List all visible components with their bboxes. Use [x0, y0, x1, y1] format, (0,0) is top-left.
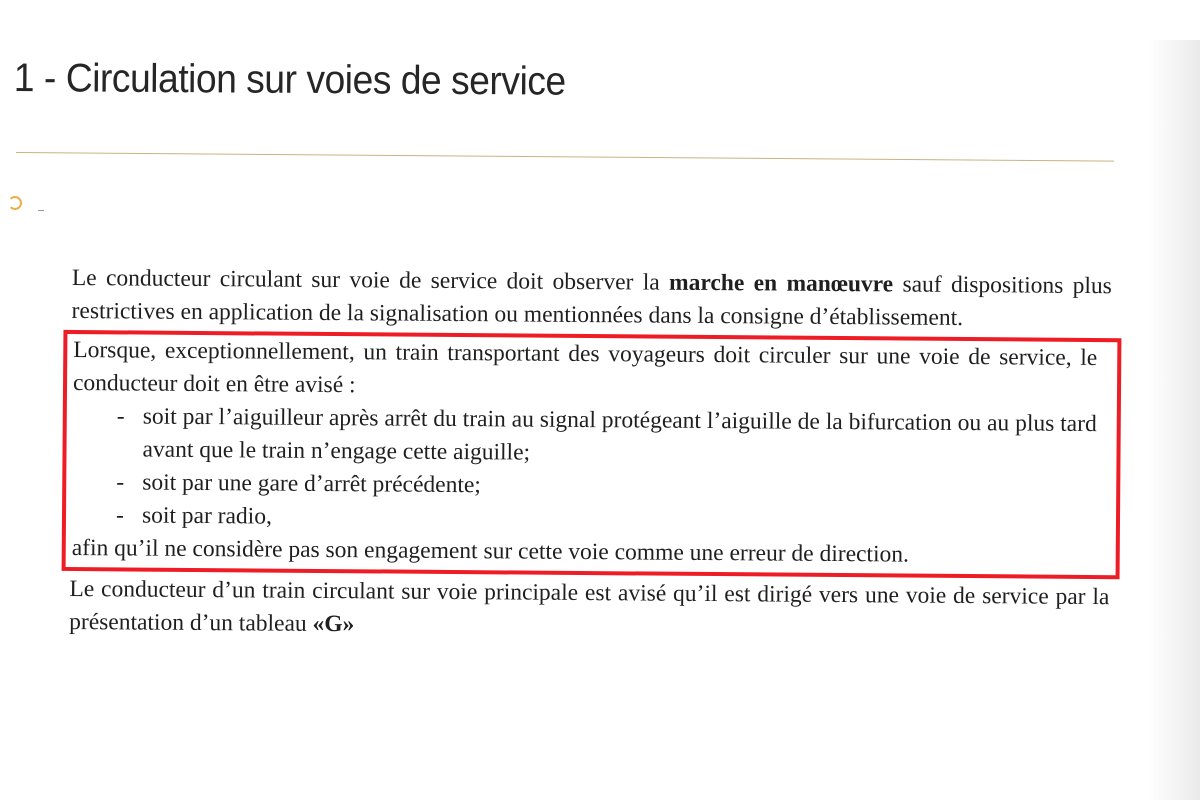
highlighted-passage [62, 330, 1122, 579]
section-bullet-dash [38, 210, 44, 211]
list-item-text: soit par l’aiguilleur après arrêt du train au signal protégeant l’aiguille de la bifurcation ou au plus tard avant que le train n’engage cette aiguille; [142, 403, 1097, 466]
title-divider [16, 152, 1114, 162]
paragraph-lead: Le conducteur d’un train circulant sur voie principale est avisé qu’il est dirigé vers une voie de service par la présentation d’un tableau [69, 575, 1110, 637]
list-item-text: soit par une gare d’arrêt précédente; [142, 469, 481, 499]
notification-methods-list [72, 400, 1097, 540]
paragraph-rest: sauf dispositions plus restrictives en application de la signalisation ou mentionnées dans la consigne d’établissement. [71, 271, 1112, 331]
paragraph-tableau-g [69, 573, 1109, 647]
page-edge-shadow [1148, 40, 1200, 800]
paragraph-marche-manoeuvre [71, 262, 1111, 336]
list-dash: - [116, 403, 125, 430]
section-title: 1 - Circulation sur voies de service [13, 56, 566, 104]
list-dash: - [115, 502, 124, 529]
emphasis-marche-en-manoeuvre: marche en manœuvre [668, 269, 894, 298]
list-dash: - [116, 469, 125, 496]
highlight-intro: Lorsque, exceptionnellement, un train transportant des voyageurs doit circuler sur une voie de service, le conducteur doit en être avisé : [72, 337, 1098, 399]
body-text [69, 262, 1112, 647]
section-bullet-icon [8, 196, 22, 210]
list-item-text: soit par radio, [141, 502, 272, 530]
paragraph-lead: Le conducteur circulant sur voie de service doit observer la [71, 264, 670, 296]
tableau-g-code: «G» [312, 610, 355, 638]
list-item-aiguilleur [72, 400, 1096, 474]
highlight-conclusion: afin qu’il ne considère pas son engagement sur cette voie comme une erreur de direction. [71, 535, 910, 568]
